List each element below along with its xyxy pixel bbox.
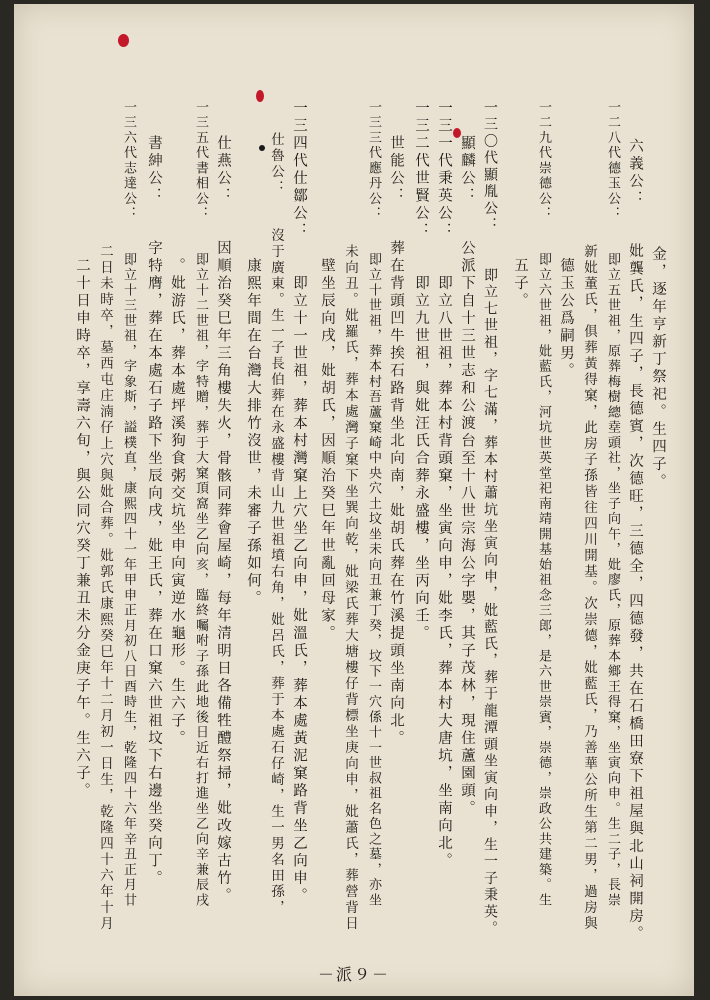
document-page — [14, 4, 694, 996]
text-column: 仕燕公： 因順治癸巳年三角樓失火，骨骸同葬會屋崎，每年清明日各備牲醴祭掃，妣改嫁古竹。 — [215, 100, 231, 905]
text-column: 未向丑。妣羅氏，葬本處灣子窠下坐巽向乾，妣梁氏葬大塘樓仔背標坐庚向申，妣蕭氏，葬營背日 — [342, 100, 358, 932]
text-column: 一三五代書相公： 即立十二世祖，字特贈，葬于大窠頂窩坐乙向亥，臨終囑咐子孫此地後日近右打進坐乙向辛兼辰戌 — [193, 100, 208, 909]
text-column: 一三二代世賢公： 即立九世祖，與妣汪氏合葬永盛樓，坐丙向壬。 — [413, 100, 429, 643]
text-column: 二日未時卒，墓西屯庄湳仔上穴與妣合葬。妣郭氏康熙癸巳年十二月初一日生，乾隆四十六年十月 — [97, 100, 113, 932]
text-column: 壁坐辰向戌，妣胡氏，因順治癸巳年世亂回母家。 — [319, 100, 335, 643]
text-column: 世能公： 葬在背頭凹牛挨石路背坐北向南，妣胡氏葬在竹溪提頭坐南向北。 — [388, 100, 404, 748]
text-column: 顯麟公： 公派下自十三世志和公渡台至十八世宗海公字嬰，其子茂林，現住蘆園頭。 — [459, 100, 475, 818]
page-number: －派９－ — [317, 965, 390, 984]
text-column: 。妣游氏，葬本處坪溪狗食粥交坑坐申向寅逆水龜形。生六子。 — [169, 100, 185, 748]
text-column: 一二九代崇德公： 即立六世祖，妣藍氏，河坑世英堂祀南靖開基始祖念三郎，是六世崇賓，崇德，崇政公共建築。生 — [536, 100, 551, 909]
text-column: 金，逐年亨新丁祭祀。生四子。 — [650, 246, 666, 491]
text-column: 一三四代仕鄒公： 即立十一世祖，葬本村灣窠上穴坐乙向申，妣溫氏，葬本處黃泥窠路背坐乙向申。 — [291, 100, 307, 905]
text-column: 書紳公： 字特膺，葬在本處石子路下坐辰向戌，妣王氏，葬在口窠六世祖坟下右邊坐癸向丁。 — [146, 100, 162, 888]
text-column: 六義公： 妣龔氏，生四子，長德賓，次德旺，三德全，四德發，共在石橋田寮下祖屋與北山祠開房。 — [627, 138, 643, 943]
text-column: 一三〇代顯胤公： 即立七世祖，字七滿，葬本村蕭坑坐寅向申，妣藍氏，葬于龍潭頭坐寅向申，生一子秉英。 — [482, 100, 498, 938]
text-column: 五子。 — [512, 100, 528, 310]
red-mark — [118, 34, 129, 47]
text-column: 一三六代志達公： 即立十三世祖，字象斯，謚樸直，康熙四十一年甲申正月初八日酉時生，乾隆四十六年辛丑正月廿 — [121, 100, 136, 909]
text-column: 康熙年間在台灣大排竹沒世，未審子孫如何。 — [245, 100, 261, 608]
text-column: 一二八代德玉公： 即立五世祖，原葬梅樹總㙓頭社，坐子向午，妣廖氏，原葬本鄉王得窠，坐寅向申。生二子，長崇 — [605, 100, 620, 909]
text-column: 新妣董氏，俱葬黃得窠，此房子孫皆往四川開基。次崇德，妣藍氏，乃善華公所生第二男，過房與 — [581, 100, 597, 932]
text-column: 仕魯公： 沒于廣東。生一子長伯葬在永盛樓背山九世祖墳右角，妣呂氏，葬于本處石仔崎，生一男名田孫， — [268, 100, 284, 916]
text-column: 一三三代應丹公： 即立十世祖，葬本村吾蘆窠崎中央穴土坟坐未向丑兼丁癸，坟下一穴係十一世叔祖名色之墓，亦坐 — [366, 100, 381, 909]
text-column: 德玉公爲嗣男。 — [558, 100, 574, 380]
text-column: 二十日申時卒，享壽六旬，與公同穴癸丁兼丑未分金庚子午。生六子。 — [74, 100, 90, 800]
text-column: 一三一代秉英公： 即立八世祖，葬本村背頭窠，坐寅向申，妣李氏，葬本村大唐坑，坐南向北。 — [436, 100, 452, 870]
